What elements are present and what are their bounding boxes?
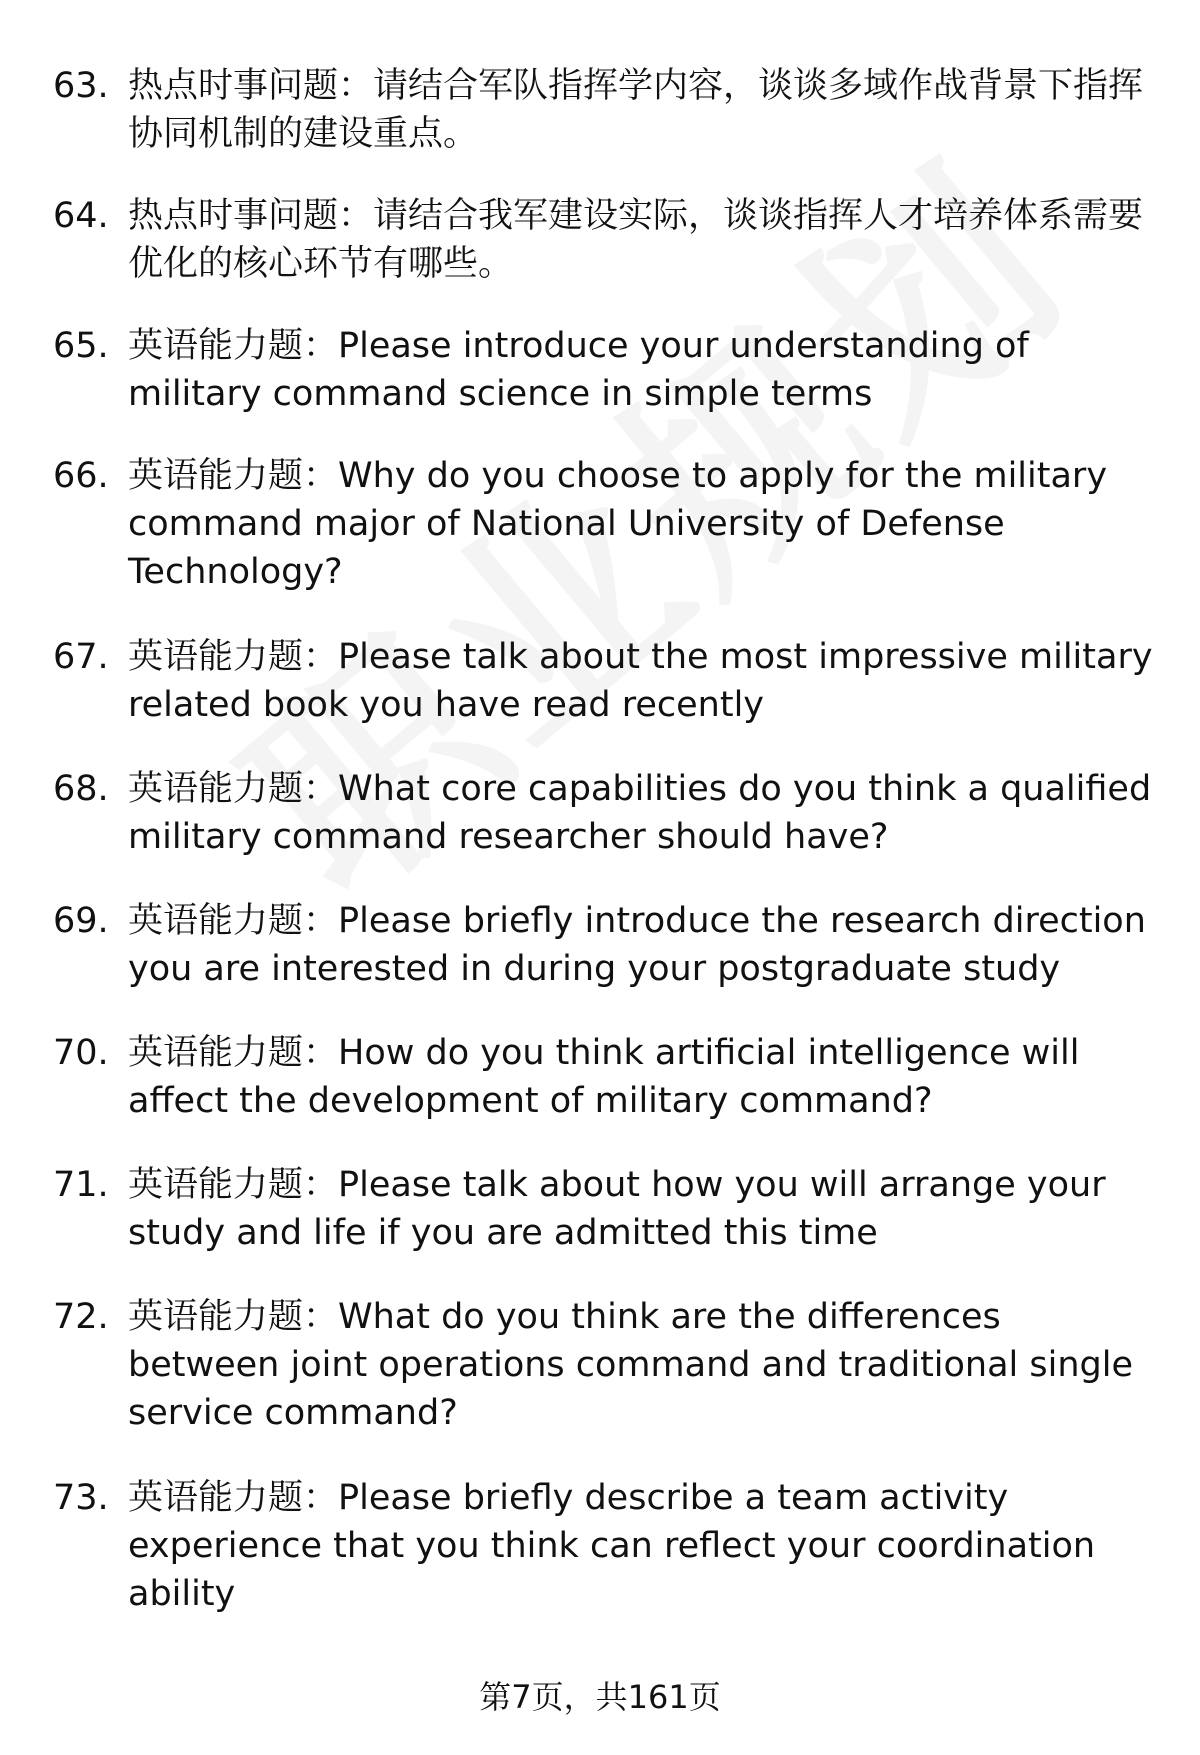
question-text: 英语能力题：What core capabilities do you think a qualified military command researcher should have? xyxy=(128,769,1152,857)
question-number: 71. xyxy=(53,1165,109,1205)
question-number: 66. xyxy=(53,456,109,496)
question-text: 英语能力题：Please talk about the most impressive military related book you have read recently xyxy=(128,637,1153,725)
question-number: 73. xyxy=(53,1478,109,1518)
question-text: 热点时事问题：请结合军队指挥学内容，谈谈多域作战背景下指挥协同机制的建设重点。 xyxy=(128,66,1144,154)
question-number: 64. xyxy=(53,196,109,236)
question-text: 英语能力题：Please briefly introduce the research direction you are interested in during your postgraduate study xyxy=(128,901,1146,989)
page-number-label: 第7页，共161页 xyxy=(479,1678,721,1716)
question-text: 英语能力题：Please talk about how you will arrange your study and life if you are admitted this time xyxy=(128,1165,1106,1253)
question-text: 英语能力题：Please introduce your understanding of military command science in simple terms xyxy=(128,326,1029,414)
question-text: 英语能力题：Please briefly describe a team activity experience that you think can reflect your coordination ability xyxy=(128,1478,1096,1614)
question-number: 68. xyxy=(53,769,109,809)
question-number: 63. xyxy=(53,66,109,106)
question-text: 英语能力题：How do you think artificial intelligence will affect the development of military command? xyxy=(128,1033,1080,1121)
question-text: 英语能力题：What do you think are the differences between joint operations command and traditional single service command? xyxy=(128,1297,1134,1433)
question-text: 热点时事问题：请结合我军建设实际，谈谈指挥人才培养体系需要优化的核心环节有哪些。 xyxy=(128,196,1144,284)
page-footer xyxy=(0,1675,1200,1719)
question-number: 69. xyxy=(53,901,109,941)
question-text: 英语能力题：Why do you choose to apply for the military command major of National University of Defense Technology? xyxy=(128,456,1108,592)
question-number: 65. xyxy=(53,326,109,366)
question-number: 70. xyxy=(53,1033,109,1073)
question-number: 67. xyxy=(53,637,109,677)
question-number: 72. xyxy=(53,1297,109,1337)
